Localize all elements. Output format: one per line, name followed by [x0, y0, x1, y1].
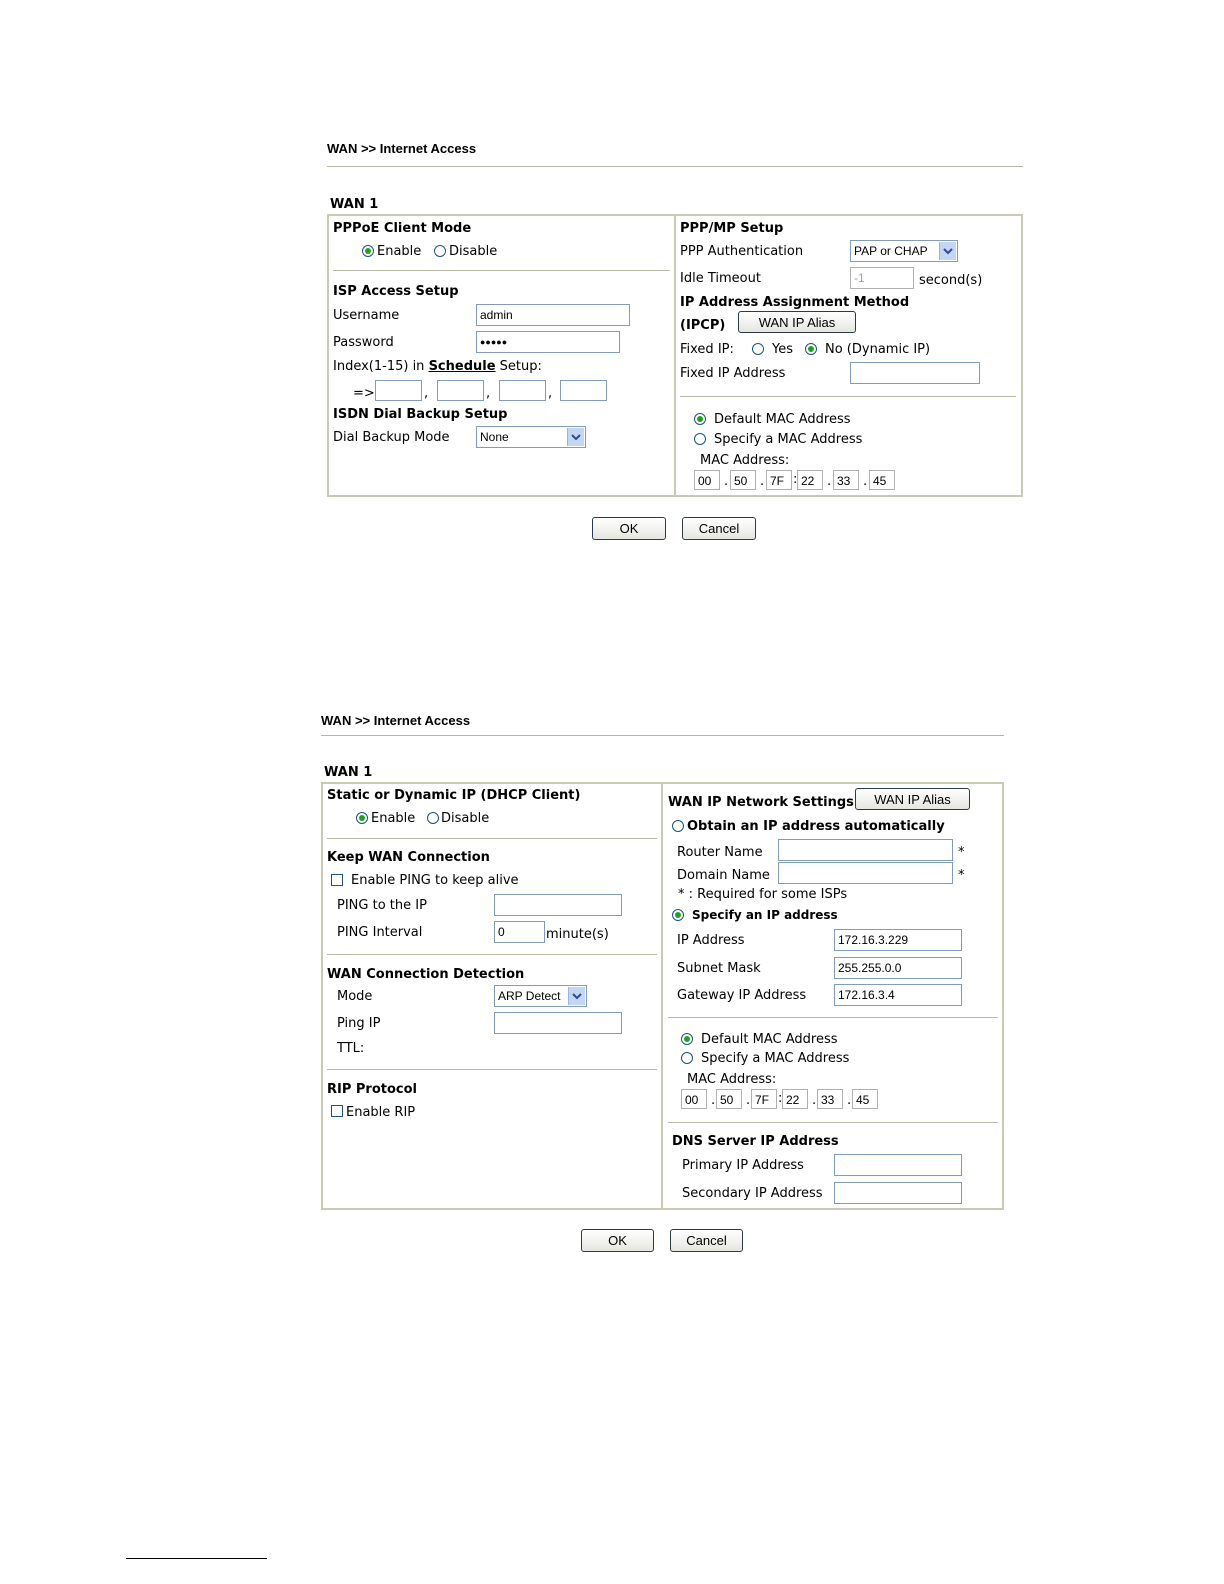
ipcp-label: (IPCP) [680, 318, 726, 333]
comma: , [424, 386, 429, 401]
mac-octet-4[interactable]: 22 [782, 1089, 808, 1109]
ping-keepalive-label: Enable PING to keep alive [351, 873, 519, 888]
ping-ip-input[interactable] [494, 894, 622, 916]
default-mac-radio[interactable] [694, 413, 706, 425]
mac-octet-6[interactable]: 45 [869, 470, 895, 490]
mac-octet-3[interactable]: 7F [766, 470, 792, 490]
breadcrumb-2: WAN >> Internet Access [321, 713, 471, 728]
mac-address-label: MAC Address: [700, 453, 790, 468]
router-name-label: Router Name [677, 845, 763, 860]
mac-separator: . [827, 474, 832, 489]
mac-octet-1[interactable]: 00 [694, 470, 720, 490]
fixed-ip-address-label: Fixed IP Address [680, 366, 786, 381]
fixed-ip-yes-label: Yes [772, 342, 793, 357]
ip-assignment-title: IP Address Assignment Method [680, 295, 910, 310]
mac-octet-1[interactable]: 00 [681, 1089, 707, 1109]
secondary-dns-label: Secondary IP Address [682, 1186, 823, 1201]
mac-separator: . [812, 1093, 817, 1108]
pppoe-disable-label: Disable [449, 244, 498, 259]
chevron-down-icon [567, 428, 584, 446]
static-disable-radio[interactable] [427, 812, 439, 824]
wan-ip-alias-button[interactable]: WAN IP Alias [855, 788, 970, 810]
ppp-setup-title: PPP/MP Setup [680, 221, 784, 236]
mac-separator: . [760, 474, 765, 489]
cancel-button[interactable]: Cancel [670, 1229, 743, 1252]
idle-timeout-unit: second(s) [919, 273, 983, 288]
specify-mac-label: Specify a MAC Address [714, 432, 863, 447]
ppp-auth-label: PPP Authentication [680, 244, 804, 259]
section-divider [327, 954, 657, 955]
ppp-auth-select[interactable] [850, 240, 958, 262]
mac-separator: : [793, 472, 798, 487]
dns-server-title: DNS Server IP Address [672, 1134, 839, 1149]
mac-separator: . [863, 474, 868, 489]
ping-interval-label: PING Interval [337, 925, 423, 940]
gateway-ip-input[interactable]: 172.16.3.4 [834, 984, 962, 1006]
column-divider-2 [661, 784, 663, 1208]
mac-octet-3[interactable]: 7F [751, 1089, 777, 1109]
header-divider-1 [327, 166, 1023, 167]
mac-octet-6[interactable]: 45 [852, 1089, 878, 1109]
pppoe-mode-title: PPPoE Client Mode [333, 221, 472, 236]
breadcrumb-1: WAN >> Internet Access [327, 141, 477, 156]
ttl-label: TTL: [337, 1041, 365, 1056]
fixed-ip-no-label: No (Dynamic IP) [825, 342, 931, 357]
mac-octet-5[interactable]: 33 [817, 1089, 843, 1109]
fixed-ip-address-input[interactable] [850, 362, 980, 384]
username-label: Username [333, 308, 400, 323]
schedule-index-1[interactable] [375, 380, 422, 401]
required-mark: * [958, 845, 965, 860]
schedule-link[interactable]: Schedule [428, 359, 496, 374]
gateway-ip-label: Gateway IP Address [677, 988, 807, 1003]
ip-address-label: IP Address [677, 933, 745, 948]
chevron-down-icon [939, 242, 956, 260]
ping-keepalive-checkbox[interactable] [331, 874, 343, 886]
fixed-ip-label: Fixed IP: [680, 342, 734, 357]
specify-mac-radio[interactable] [694, 433, 706, 445]
subnet-mask-label: Subnet Mask [677, 961, 761, 976]
mac-separator: . [847, 1093, 852, 1108]
mac-separator: . [724, 474, 729, 489]
fixed-ip-yes-radio[interactable] [752, 343, 764, 355]
pppoe-enable-label: Enable [377, 244, 422, 259]
isp-access-title: ISP Access Setup [333, 284, 459, 299]
mac-address-label: MAC Address: [687, 1072, 777, 1087]
schedule-index-2[interactable] [437, 380, 484, 401]
password-label: Password [333, 335, 394, 350]
dial-backup-mode-value: None [480, 430, 509, 444]
schedule-arrow: => [353, 386, 375, 401]
default-mac-label: Default MAC Address [714, 412, 851, 427]
section-divider [327, 838, 657, 839]
enable-rip-label: Enable RIP [346, 1105, 416, 1120]
mac-octet-5[interactable]: 33 [833, 470, 859, 490]
column-divider-1 [674, 216, 676, 495]
wan-ip-network-title: WAN IP Network Settings [668, 795, 854, 810]
pppoe-disable-radio[interactable] [434, 245, 446, 257]
default-mac-label: Default MAC Address [701, 1032, 838, 1047]
cancel-button[interactable]: Cancel [682, 517, 756, 540]
static-enable-radio[interactable] [356, 812, 368, 824]
section-divider [668, 1017, 998, 1018]
wan-detection-title: WAN Connection Detection [327, 967, 525, 982]
specify-mac-label: Specify a MAC Address [701, 1051, 850, 1066]
dial-backup-mode-select[interactable] [476, 426, 586, 448]
username-input[interactable]: admin [476, 304, 630, 326]
obtain-ip-radio[interactable] [672, 820, 684, 832]
wan-title-2: WAN 1 [324, 765, 373, 780]
ok-button[interactable]: OK [592, 517, 666, 540]
schedule-index-4[interactable] [560, 380, 607, 401]
detect-ping-ip-input[interactable] [494, 1012, 622, 1034]
static-enable-label: Enable [371, 811, 416, 826]
primary-dns-label: Primary IP Address [682, 1158, 804, 1173]
schedule-index-3[interactable] [499, 380, 546, 401]
enable-rip-checkbox[interactable] [331, 1105, 343, 1117]
required-mark: * [958, 868, 965, 883]
ping-interval-input[interactable]: 0 [494, 921, 545, 943]
detection-mode-select[interactable] [494, 985, 587, 1007]
detection-mode-value: ARP Detect [498, 989, 561, 1003]
required-note: * : Required for some ISPs [678, 887, 848, 902]
password-input[interactable]: ●●●●● [476, 331, 620, 353]
primary-dns-input[interactable] [834, 1154, 962, 1176]
section-divider [680, 396, 1016, 397]
keep-wan-title: Keep WAN Connection [327, 850, 490, 865]
mac-separator: . [746, 1093, 751, 1108]
section-divider [333, 270, 670, 271]
mac-separator: : [778, 1091, 783, 1106]
pppoe-enable-radio[interactable] [362, 245, 374, 257]
static-disable-label: Disable [441, 811, 490, 826]
ping-ip-label: PING to the IP [337, 898, 427, 913]
wan-ip-alias-button[interactable]: WAN IP Alias [738, 311, 856, 333]
dial-backup-mode-label: Dial Backup Mode [333, 430, 450, 445]
detect-ping-ip-label: Ping IP [337, 1016, 381, 1031]
mac-octet-2[interactable]: 50 [716, 1089, 742, 1109]
ppp-auth-value: PAP or CHAP [854, 244, 928, 258]
comma: , [486, 386, 491, 401]
idle-timeout-input[interactable]: -1 [850, 267, 914, 289]
secondary-dns-input[interactable] [834, 1182, 962, 1204]
header-divider-2 [321, 735, 1004, 736]
subnet-mask-input[interactable]: 255.255.0.0 [834, 957, 962, 979]
ok-button[interactable]: OK [581, 1229, 654, 1252]
domain-name-input[interactable] [778, 862, 953, 884]
fixed-ip-no-radio[interactable] [805, 343, 817, 355]
schedule-index-label [333, 359, 542, 374]
rip-title: RIP Protocol [327, 1082, 418, 1097]
section-divider [668, 1122, 998, 1123]
static-dhcp-title: Static or Dynamic IP (DHCP Client) [327, 788, 581, 803]
ping-interval-unit: minute(s) [546, 927, 609, 942]
mac-separator: . [711, 1093, 716, 1108]
wan-title-1: WAN 1 [330, 197, 379, 212]
router-name-input[interactable] [778, 839, 953, 861]
chevron-down-icon [568, 987, 585, 1005]
specify-mac-radio[interactable] [681, 1052, 693, 1064]
section-divider [327, 1069, 657, 1070]
index-prefix: Index(1-15) in [333, 359, 429, 374]
footnote-rule [126, 1558, 267, 1559]
detection-mode-label: Mode [337, 989, 373, 1004]
specify-ip-label: Specify an IP address [692, 908, 838, 922]
isdn-backup-title: ISDN Dial Backup Setup [333, 407, 508, 422]
obtain-ip-label: Obtain an IP address automatically [687, 819, 945, 834]
default-mac-radio[interactable] [681, 1033, 693, 1045]
index-suffix: Setup: [495, 359, 542, 374]
mac-octet-2[interactable]: 50 [730, 470, 756, 490]
idle-timeout-label: Idle Timeout [680, 271, 761, 286]
comma: , [548, 386, 553, 401]
mac-octet-4[interactable]: 22 [797, 470, 823, 490]
specify-ip-radio[interactable] [672, 909, 684, 921]
ip-address-input[interactable]: 172.16.3.229 [834, 929, 962, 951]
domain-name-label: Domain Name [677, 868, 770, 883]
